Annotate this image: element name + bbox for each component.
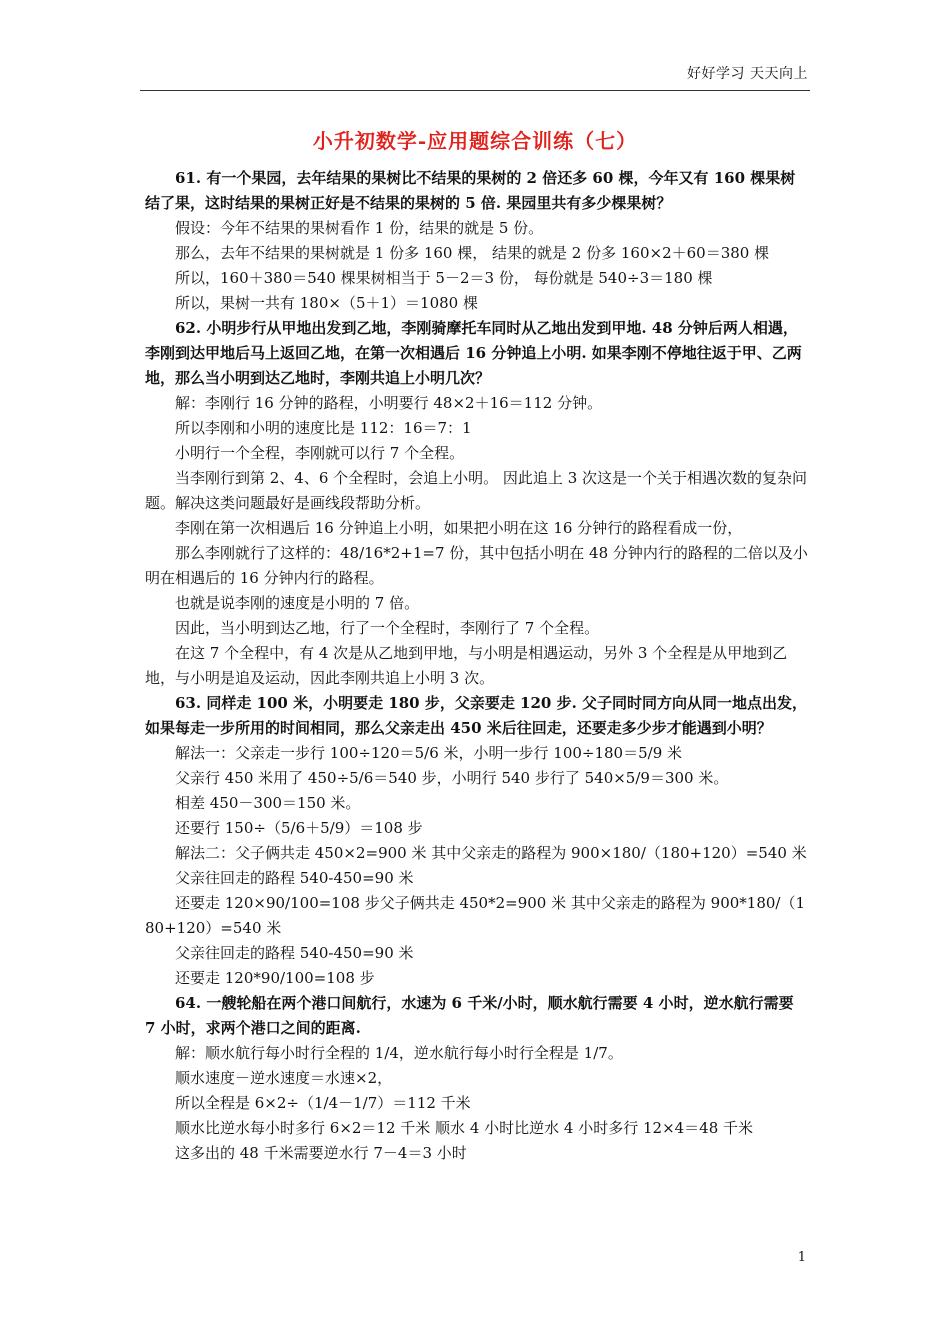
- solution-paragraph: 所以，160＋380＝540 棵果树相当于 5－2＝3 份， 每份就是 540÷3＝180 棵: [175, 269, 713, 287]
- solution-paragraph: 顺水速度－逆水速度＝水速×2，: [175, 1069, 393, 1087]
- solution-paragraph: 还要走 120×90/100=108 步父子俩共走 450*2=900 米 其中父亲走的路程为 900*180/（180+120）=540 米: [145, 894, 806, 937]
- solution-paragraph: 父亲往回走的路程 540-450=90 米: [175, 869, 414, 887]
- solution-paragraph: 假设：今年不结果的果树看作 1 份，结果的就是 5 份。: [175, 219, 544, 237]
- solution-paragraph: 所以李刚和小明的速度比是 112：16＝7：1: [175, 419, 472, 437]
- question-paragraph: 61. 有一个果园，去年结果的果树比不结果的果树的 2 倍还多 60 棵，今年又有 160 棵果树结了果，这时结果的果树正好是不结果的果树的 5 倍. 果园里共有多少棵果树？: [145, 169, 796, 212]
- solution-paragraph: 李刚在第一次相遇后 16 分钟追上小明，如果把小明在这 16 分钟行的路程看成一份，: [175, 519, 743, 537]
- solution-paragraph: 所以全程是 6×2÷（1/4－1/7）＝112 千米: [175, 1094, 471, 1112]
- solution-paragraph: 解：顺水航行每小时行全程的 1/4，逆水航行每小时行全程是 1/7。: [175, 1044, 623, 1062]
- question-paragraph: 64. 一艘轮船在两个港口间航行，水速为 6 千米/小时，顺水航行需要 4 小时，逆水航行需要 7 小时，求两个港口之间的距离.: [145, 994, 794, 1037]
- solution-paragraph: 小明行一个全程，李刚就可以行 7 个全程。: [175, 444, 465, 462]
- solution-paragraph: 也就是说李刚的速度是小明的 7 倍。: [175, 594, 420, 612]
- solution-paragraph: 解：李刚行 16 分钟的路程，小明要行 48×2＋16＝112 分钟。: [175, 394, 603, 412]
- solution-paragraph: 解法二：父子俩共走 450×2=900 米 其中父亲走的路程为 900×180/（180+120）=540 米: [175, 844, 807, 862]
- solution-paragraph: 那么，去年不结果的果树就是 1 份多 160 棵， 结果的就是 2 份多 160×2＋60＝380 棵: [175, 244, 770, 262]
- solution-paragraph: 解法一：父亲走一步行 100÷120＝5/6 米，小明一步行 100÷180＝5/9 米: [175, 744, 683, 762]
- document-body: [145, 166, 809, 1166]
- page-number: 1: [797, 1250, 806, 1265]
- solution-paragraph: 当李刚行到第 2、4、6 个全程时，会追上小明。 因此追上 3 次这是一个关于相遇次数的复杂问题。解决这类问题最好是画线段帮助分析。: [145, 469, 808, 512]
- solution-paragraph: 所以，果树一共有 180×（5＋1）＝1080 棵: [175, 294, 478, 312]
- header-motto: 好好学习 天天向上: [687, 66, 808, 82]
- solution-paragraph: 在这 7 个全程中，有 4 次是从乙地到甲地，与小明是相遇运动，另外 3 个全程是从甲地到乙地，与小明是追及运动，因此李刚共追上小明 3 次。: [145, 644, 788, 687]
- solution-paragraph: 这多出的 48 千米需要逆水行 7－4＝3 小时: [175, 1144, 467, 1162]
- page-title: 小升初数学-应用题综合训练（七）: [312, 129, 638, 153]
- solution-paragraph: 父亲行 450 米用了 450÷5/6＝540 步，小明行 540 步行了 540×5/9＝300 米。: [175, 769, 729, 787]
- solution-paragraph: 还要行 150÷（5/6＋5/9）＝108 步: [175, 819, 423, 837]
- solution-paragraph: 相差 450－300＝150 米。: [175, 794, 361, 812]
- solution-paragraph: 因此，当小明到达乙地，行了一个全程时，李刚行了 7 个全程。: [175, 619, 600, 637]
- solution-paragraph: 顺水比逆水每小时多行 6×2＝12 千米 顺水 4 小时比逆水 4 小时多行 12×4＝48 千米: [175, 1119, 754, 1137]
- header-rule: [140, 90, 810, 91]
- solution-paragraph: 还要走 120*90/100=108 步: [175, 969, 375, 987]
- solution-paragraph: 父亲往回走的路程 540-450=90 米: [175, 944, 414, 962]
- question-paragraph: 62. 小明步行从甲地出发到乙地，李刚骑摩托车同时从乙地出发到甲地. 48 分钟后两人相遇，李刚到达甲地后马上返回乙地，在第一次相遇后 16 分钟追上小明. 如果李刚不停地往返于甲、乙两地，那么当小明到达乙地时，李刚共追上小明几次？: [145, 319, 802, 387]
- question-paragraph: 63. 同样走 100 米，小明要走 180 步，父亲要走 120 步. 父子同时同方向从同一地点出发，如果每走一步所用的时间相同，那么父亲走出 450 米后往回走，还要走多少步才能遇到小明？: [145, 694, 808, 737]
- solution-paragraph: 那么李刚就行了这样的：48/16*2+1=7 份，其中包括小明在 48 分钟内行的路程的二倍以及小明在相遇后的 16 分钟内行的路程。: [145, 544, 808, 587]
